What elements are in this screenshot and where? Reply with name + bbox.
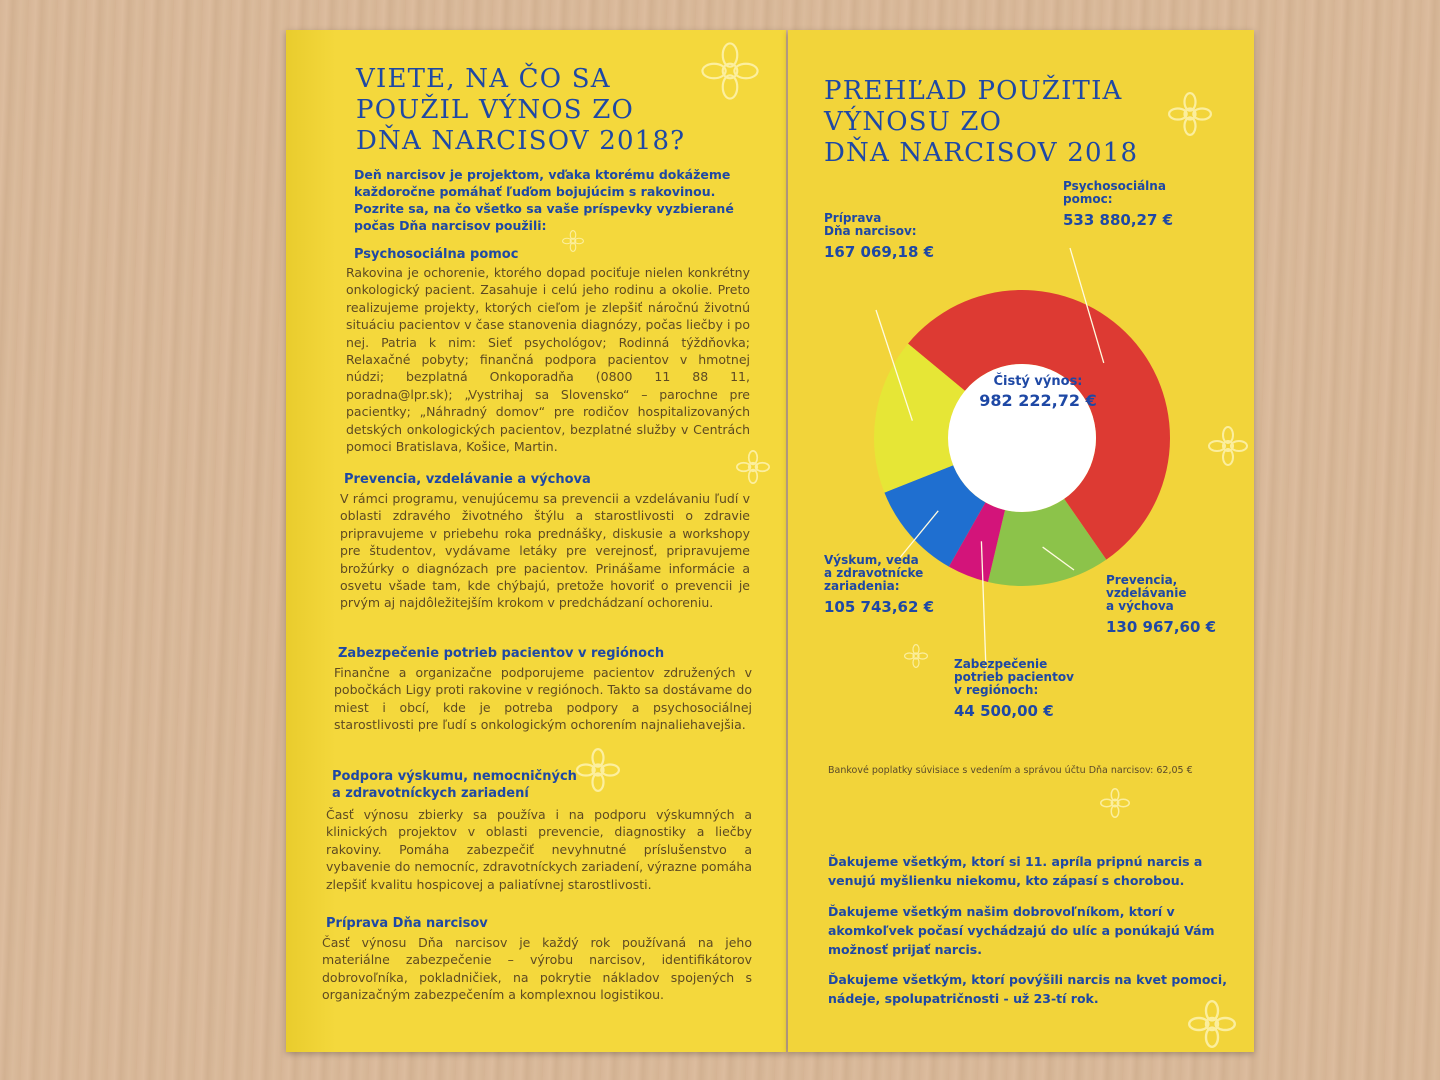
- left-title-line: DŇA NARCISOV 2018?: [356, 126, 686, 156]
- narcissus-flower-icon: [1100, 788, 1130, 818]
- series-name: pomoc:: [1063, 192, 1113, 206]
- section-body: Časť výnosu Dňa narcisov je každý rok používaná na jeho materiálne zabezpečenie – výrobu narcisov, identifikátorov dobrovoľníka, pokladničiek, na pokrytie nákladov spojených s organizačným zabezpečením a komplexnou logistikou.: [322, 935, 752, 1003]
- section-heading: Prevencia, vzdelávanie a výchova: [344, 472, 591, 487]
- section-body: V rámci programu, venujúcemu sa prevencii a vzdelávaniu ľudí v oblasti zdravého životného štýlu a starostlivosti o zdravie pripravujeme v priebehu roka prednášky, diskusie a workshopy pre študentov, vydávame letáky pre verejnosť, pripravujeme brožúrky o diagnózach pre pacientov. Prinášame informácie a osvetu všade tam, kde chýbajú, pretože hovoriť o prevencii je prvým aj najdôležitejším krokom v predchádzaní ochoreniu.: [340, 491, 750, 611]
- section-heading-line: a zdravotníckych zariadení: [332, 786, 529, 801]
- series-name: Prevencia,: [1106, 573, 1178, 587]
- series-name: v regiónoch:: [954, 683, 1039, 697]
- series-name: vzdelávanie: [1106, 586, 1187, 600]
- section-body: Finančne a organizačne podporujeme pacientov združených v pobočkách Ligy proti rakovine v regiónoch. Takto sa dostávame do miest i obcí, kde je potreba podpory a psychosociálnej starostlivosti pre ľudí s onkologickým ochorením najnaliehavejšia.: [334, 665, 752, 733]
- chart-label-zabezpecenie: [954, 658, 1074, 720]
- narcissus-flower-icon: [576, 748, 620, 792]
- section-heading-line: Podpora výskumu, nemocničných: [332, 769, 577, 784]
- section-heading: Zabezpečenie potrieb pacientov v regiónoch: [338, 646, 665, 661]
- section-heading: Príprava Dňa narcisov: [326, 916, 488, 931]
- chart-label-prevencia: [1106, 574, 1216, 636]
- series-name: zariadenia:: [824, 579, 900, 593]
- section-heading: Psychosociálna pomoc: [354, 247, 519, 262]
- bank-fees-note: Bankové poplatky súvisiace s vedením a správou účtu Dňa narcisov: 62,05 €: [828, 765, 1193, 776]
- narcissus-flower-icon: [701, 42, 759, 100]
- thanks-paragraph: Ďakujeme všetkým, ktorí povýšili narcis na kvet pomoci, nádeje, spolupatričnosti - už 23-tí rok.: [828, 972, 1227, 1006]
- series-name: a zdravotnícke: [824, 566, 924, 580]
- series-value: 130 967,60 €: [1106, 618, 1217, 636]
- chart-label-psychosocialna: [1063, 180, 1173, 229]
- right-title-line: VÝNOSU ZO: [824, 107, 1003, 137]
- thanks-paragraph: Ďakujeme všetkým, ktorí si 11. apríla pripnú narcis a venujú myšlienku niekomu, kto zápasí s chorobou.: [828, 854, 1203, 888]
- series-value: 105 743,62 €: [824, 598, 935, 616]
- series-name: Príprava: [824, 211, 882, 225]
- left-title: [356, 64, 685, 157]
- series-name: Psychosociálna: [1063, 179, 1166, 193]
- section-body: Časť výnosu zbierky sa používa i na podporu výskumných a klinických projektov v oblasti prevencie, diagnostiky a liečby rakoviny. Pomáha zabezpečiť nevyhnutné príslušenstvo a vybavenie do nemocníc, zdravotníckych zariadení, výrazne pomáha zlepšiť kvalitu hospicovej a paliatívnej starostlivosti.: [326, 807, 752, 892]
- series-name: Výskum, veda: [824, 553, 919, 567]
- series-name: Zabezpečenie: [954, 657, 1048, 671]
- series-value: 44 500,00 €: [954, 702, 1054, 720]
- section-heading: [332, 768, 577, 802]
- series-name: potrieb pacientov: [954, 670, 1074, 684]
- section-body: Rakovina je ochorenie, ktorého dopad pociťuje nielen konkrétny onkologický pacient. Zasahuje i celú jeho rodinu a okolie. Preto realizujeme projekty, ktorých cieľom je zlepšiť náročnú životnú situáciu pacientov v čase stanovenia diagnózy, počas liečby i po nej. Patria k nim: Sieť psychológov; Rodinná týždňovka; Relaxačné pobyty; finančná podpora pacientov v hmotnej núdzi; bezplatná Onkoporadňa (0800 11 88 11, poradna@lpr.sk); „Vystrihaj sa Slovensko“ – parochne pre pacientky; „Náhradný domov“ pre rodičov hospitalizovaných detských onkologických pacientov, bezplatné služby v Centrách pomoci Bratislava, Košice, Martin.: [346, 265, 750, 455]
- center-label: Čistý výnos:: [993, 374, 1083, 389]
- left-title-line: VIETE, NA ČO SA: [356, 64, 611, 94]
- chart-center-total: [938, 374, 1138, 412]
- series-value: 533 880,27 €: [1063, 211, 1174, 229]
- right-title-line: DŇA NARCISOV 2018: [824, 138, 1139, 168]
- left-title-line: POUŽIL VÝNOS ZO: [356, 95, 635, 125]
- series-name: a výchova: [1106, 599, 1174, 613]
- series-value: 167 069,18 €: [824, 243, 935, 261]
- left-panel: [286, 30, 786, 1052]
- right-panel: [788, 30, 1254, 1052]
- chart-label-priprava: [824, 212, 934, 261]
- chart-label-vyskum: [824, 554, 934, 616]
- center-value: 982 222,72 €: [979, 391, 1097, 410]
- intro-paragraph: Deň narcisov je projektom, vďaka ktorému dokážeme každoročne pomáhať ľuďom bojujúcim s rakovinou. Pozrite sa, na čo všetko sa vaše príspevky vyzbierané počas Dňa narcisov použili:: [354, 167, 734, 233]
- series-name: Dňa narcisov:: [824, 224, 917, 238]
- thanks-paragraph: Ďakujeme všetkým našim dobrovoľníkom, ktorí v akomkoľvek počasí vychádzajú do ulíc a ponúkajú Vám možnosť prijať narcis.: [828, 904, 1215, 957]
- right-title-line: PREHĽAD POUŽITIA: [824, 76, 1123, 106]
